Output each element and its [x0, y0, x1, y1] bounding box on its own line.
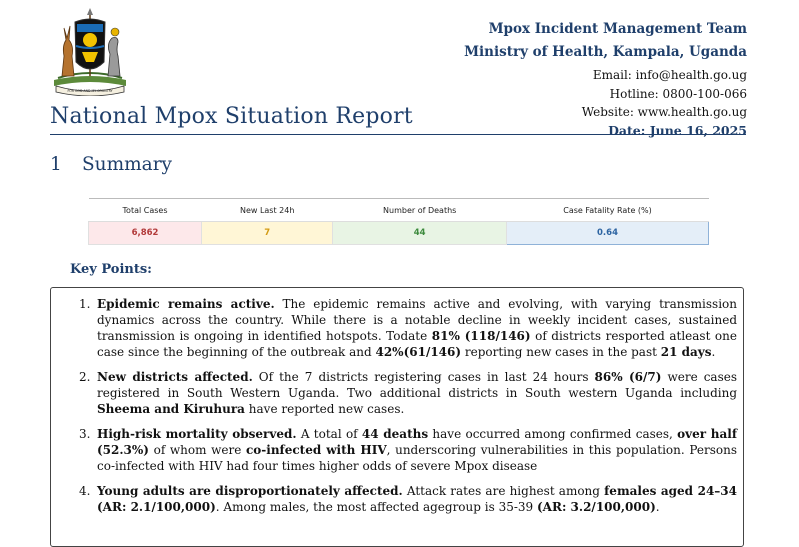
contact-hotline: Hotline: 0800-100-066	[609, 86, 747, 101]
crest-motto: FOR GOD AND MY COUNTRY	[67, 89, 113, 93]
header-case-fatality-rate: Case Fatality Rate (%)	[507, 199, 709, 222]
key-point-number: 4.	[79, 484, 91, 498]
ministry-name: Ministry of Health, Kampala, Uganda	[464, 44, 747, 60]
report-date: Date: June 16, 2025	[608, 122, 747, 138]
key-point-text: , underscoring vulnerabilities in this population. Persons co-infected with HIV had four times higher odds of severe Mpox disease	[97, 443, 737, 473]
key-point-text: .	[711, 345, 716, 359]
key-point-item	[79, 426, 737, 474]
key-point-text: of whom were	[148, 443, 246, 457]
value-number-of-deaths: 44	[333, 222, 507, 245]
uganda-coat-of-arms-icon	[48, 6, 132, 96]
key-point-text: The epidemic remains active and evolving, with varying transmission dynamics across the country. While there is a notable decline in weekly incident cases, sustained transmission is ongoing in identified hotspots. Todate	[97, 297, 737, 343]
key-point-emphasis: New districts affected.	[97, 370, 253, 384]
key-points-label: Key Points:	[70, 262, 152, 277]
summary-header-row	[89, 199, 709, 222]
key-point-text: Of the 7 districts registering cases in last 24 hours	[252, 370, 595, 384]
section-heading	[50, 154, 172, 175]
value-case-fatality-rate: 0.64	[507, 222, 709, 245]
title-divider	[50, 134, 746, 135]
summary-value-row	[89, 222, 709, 245]
key-point-number: 2.	[79, 370, 91, 384]
key-point-text: Attack rates are highest among	[402, 484, 605, 498]
key-point-text: were cases registered in South Western Uganda. Two additional districts in South western Uganda including	[97, 370, 737, 400]
key-point-text: .	[655, 500, 660, 514]
key-point-emphasis: 81% (118/146)	[431, 329, 531, 343]
key-point-text: A total of	[296, 427, 362, 441]
report-title: National Mpox Situation Report	[50, 104, 413, 129]
key-point-emphasis: Sheema and Kiruhura	[97, 402, 245, 416]
value-total-cases: 6,862	[89, 222, 202, 245]
key-point-emphasis: High-risk mortality observed.	[97, 427, 297, 441]
key-point-number: 1.	[79, 297, 91, 311]
value-new-last-24h: 7	[202, 222, 333, 245]
key-point-emphasis: 42%(61/146)	[375, 345, 462, 359]
key-point-emphasis: Epidemic remains active.	[97, 297, 275, 311]
key-point-emphasis: females aged 24–34 (AR: 2.1/100,000)	[97, 484, 737, 514]
key-point-emphasis: 86% (6/7)	[594, 370, 662, 384]
key-point-emphasis: co-infected with HIV	[245, 443, 387, 457]
key-point-emphasis: 44 deaths	[361, 427, 429, 441]
contact-website[interactable]: Website: www.health.go.ug	[581, 105, 747, 119]
header-number-of-deaths: Number of Deaths	[333, 199, 507, 222]
section-number: 1	[50, 154, 62, 175]
key-point-text: of districts resported atleast one case since the beginning of the outbreak and	[97, 329, 737, 359]
summary-table	[88, 198, 709, 245]
key-point-item	[79, 483, 737, 515]
org-block	[464, 18, 747, 64]
key-point-text: have occurred among confirmed cases,	[428, 427, 678, 441]
key-point-text: have reported new cases.	[244, 402, 405, 416]
key-point-emphasis: over half (52.3%)	[97, 427, 737, 457]
key-point-emphasis: (AR: 3.2/100,000)	[536, 500, 656, 514]
key-point-item	[79, 296, 737, 360]
key-point-emphasis: Young adults are disproportionately affected.	[97, 484, 403, 498]
key-points-list	[79, 296, 737, 524]
header-new-last-24h: New Last 24h	[202, 199, 333, 222]
key-points-box	[50, 287, 744, 547]
section-title: Summary	[82, 154, 172, 175]
contact-email[interactable]: Email: info@health.go.ug	[592, 68, 747, 82]
key-point-text: . Among males, the most affected agegroup is 35-39	[215, 500, 537, 514]
key-point-item	[79, 369, 737, 417]
key-point-emphasis: 21 days	[660, 345, 712, 359]
org-name: Mpox Incident Management Team	[488, 21, 747, 37]
key-point-number: 3.	[79, 427, 91, 441]
key-point-text: reporting new cases in the past	[461, 345, 661, 359]
contact-block	[582, 66, 747, 140]
header-total-cases: Total Cases	[89, 199, 202, 222]
